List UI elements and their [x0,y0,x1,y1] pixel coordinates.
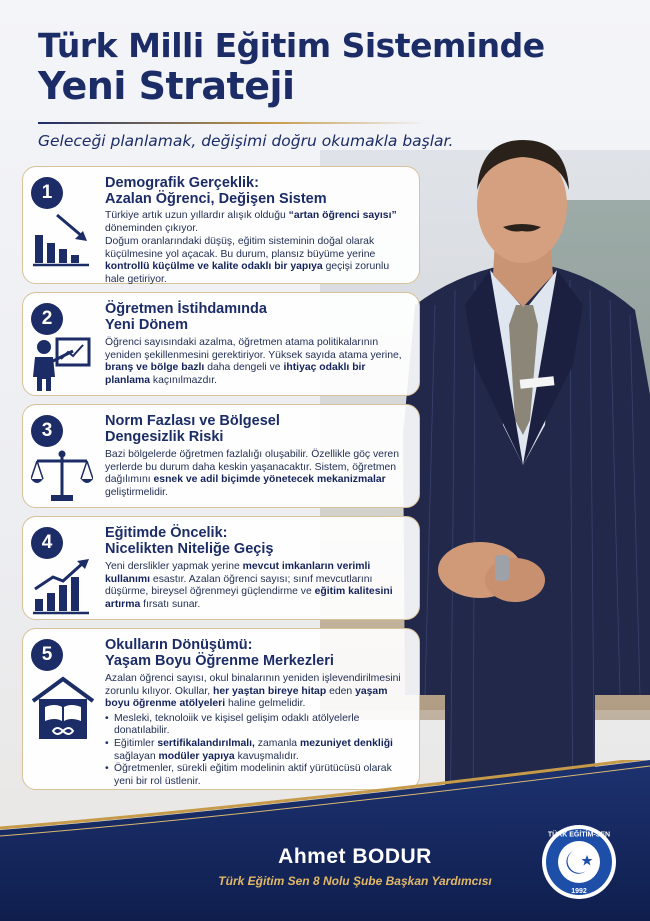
logo-year: 1992 [571,888,587,895]
card-text-bold: ihtiyaç odaklı bir planlama [105,362,366,386]
list-item-bold: mezuniyet denkliği [299,737,393,749]
card-title [105,301,411,333]
strategy-card-3 [22,404,420,508]
card-text: fırsatı sunar. [140,598,201,610]
list-item-text: Eğitimler [114,737,158,749]
card-title-line-2: Azalan Öğrenci, Değişen Sistem [105,191,327,207]
card-text: daha dengeli ve [204,362,284,374]
card-body [105,337,411,388]
title-line-2: Yeni Strateji [38,64,295,109]
strategy-card-1 [22,166,420,284]
union-logo [540,823,618,901]
list-item-text: Mesleki, teknoloiik ve kişisel gelişim odaklı atölyelerle donatılabilir. [114,712,360,737]
card-title-line-2: Yeni Dönem [105,317,188,333]
card-text: döneminden çıkıyor. [105,222,198,234]
strategy-card-4 [22,516,420,620]
logo-text: TÜRK EĞİTİM-SEN [547,831,611,839]
card-title [105,413,411,445]
author-role: Türk Eğitim Sen 8 Nolu Şube Başkan Yardımcısı [218,874,492,888]
card-text: Öğrenci sayısındaki azalma, öğretmen atama politikalarının yeniden şekillenmesini gerektiriyor. Yüksek sayıda atama yerine, [105,337,402,361]
card-text-bold: her yaştan bireye hitap [213,685,327,697]
title-line-1: Türk Milli Eğitim Sisteminde [38,26,545,65]
card-text: eden [326,685,356,697]
growth-chart-icon [31,559,93,615]
card-number-badge: 2 [31,303,63,335]
title-divider [38,122,426,124]
card-text-bold: yaşam boyu öğrenme atölyeleri [105,685,388,710]
card-title-line-1: Öğretmen İstihdamında [105,301,267,317]
card-body [105,210,411,288]
card-text-bold: kontrollü küçülme ve kalite odaklı bir yapıya [105,261,323,273]
strategy-card-2 [22,292,420,396]
card-text-bold: “artan öğrenci sayısı” [288,210,397,221]
card-text: Doğum oranlarındaki düşüş, eğitim sisteminin doğal olarak küçülmesine yol açacak. Bu durum, plansız büyüme yerine [105,236,376,260]
list-item-bold: sertifikalandırılmalı, [157,737,255,749]
card-text-bold: eğitim kalitesini artırma [105,586,393,610]
page-title [38,28,545,108]
card-title [105,637,411,669]
card-text: Bazi bölgelerde öğretmen fazlalığı oluşabilir. Özellikle göç veren yerlerde bu durum daha keskin yaşanacaktır. Sistem, öğretmen dağılımını [105,449,399,486]
card-text-bold: esnek ve adil biçimde yönetecek mekanizmalar [153,474,386,486]
card-title-line-2: Nicelikten Niteliğe Geçiş [105,541,274,557]
bar-chart-decline-icon [31,213,93,271]
card-number-badge: 1 [31,177,63,209]
card-text: geliştirmelidir. [105,486,168,498]
scales-icon [31,449,93,503]
card-title [105,175,411,207]
card-number-badge: 4 [31,527,63,559]
author-name: Ahmet BODUR [278,845,432,868]
card-title-line-2: Dengesizlik Riski [105,429,224,445]
card-text: esastır. Azalan öğrenci sayısı; sınıf mevcutlarını düşürme, bireysel öğrenmeyi güçlendirme ve [105,573,373,598]
school-book-infinity-icon [31,675,95,741]
card-text: geçişi zorunlu hale getiriyor. [105,261,390,285]
card-title-line-1: Demografik Gerçeklik: [105,175,259,191]
card-body [105,449,411,500]
card-number-badge: 5 [31,639,63,671]
card-text-bold: branş ve bölge bazlı [105,362,205,374]
list-item-text: kavuşmalıdır. [234,750,299,762]
list-item-bold: modüler yapıya [158,750,235,762]
card-text: haline gelmelidir. [225,698,306,710]
list-item-text: Öğretmenler, sürekli eğitim modelinin aktif yürütücüsü olarak yeni bir rol üstlenir. [114,763,392,787]
page-subtitle: Geleceği planlamak, değişimi doğru okumakla başlar. [38,132,454,150]
teacher-board-icon [31,337,93,393]
card-body [105,561,411,612]
card-text: kaçınılmazdır. [150,374,218,386]
card-text: Azalan öğrenci sayısı, okul binalarının yeniden işlevendirilmesini zorunlu kılıyor. Okullar, [105,673,401,697]
portrait-photo [395,135,650,855]
card-title-line-1: Norm Fazlası ve Bölgesel [105,413,280,429]
card-title-line-2: Yaşam Boyu Öğrenme Merkezleri [105,653,334,669]
card-title [105,525,411,557]
list-item-text: zamanla [254,737,300,749]
card-title-line-1: Eğitimde Öncelik: [105,525,228,541]
list-item [105,713,411,738]
list-item-text: sağlayan [114,750,159,762]
card-title-line-1: Okulların Dönüşümü: [105,637,253,653]
card-number-badge: 3 [31,415,63,447]
card-text: Türkiye artık uzun yıllardır alışık olduğu [105,210,289,221]
card-text-bold: mevcut imkanların verimli kullanımı [105,561,371,585]
card-text: Yeni derslikler yapmak yerine [105,561,243,572]
